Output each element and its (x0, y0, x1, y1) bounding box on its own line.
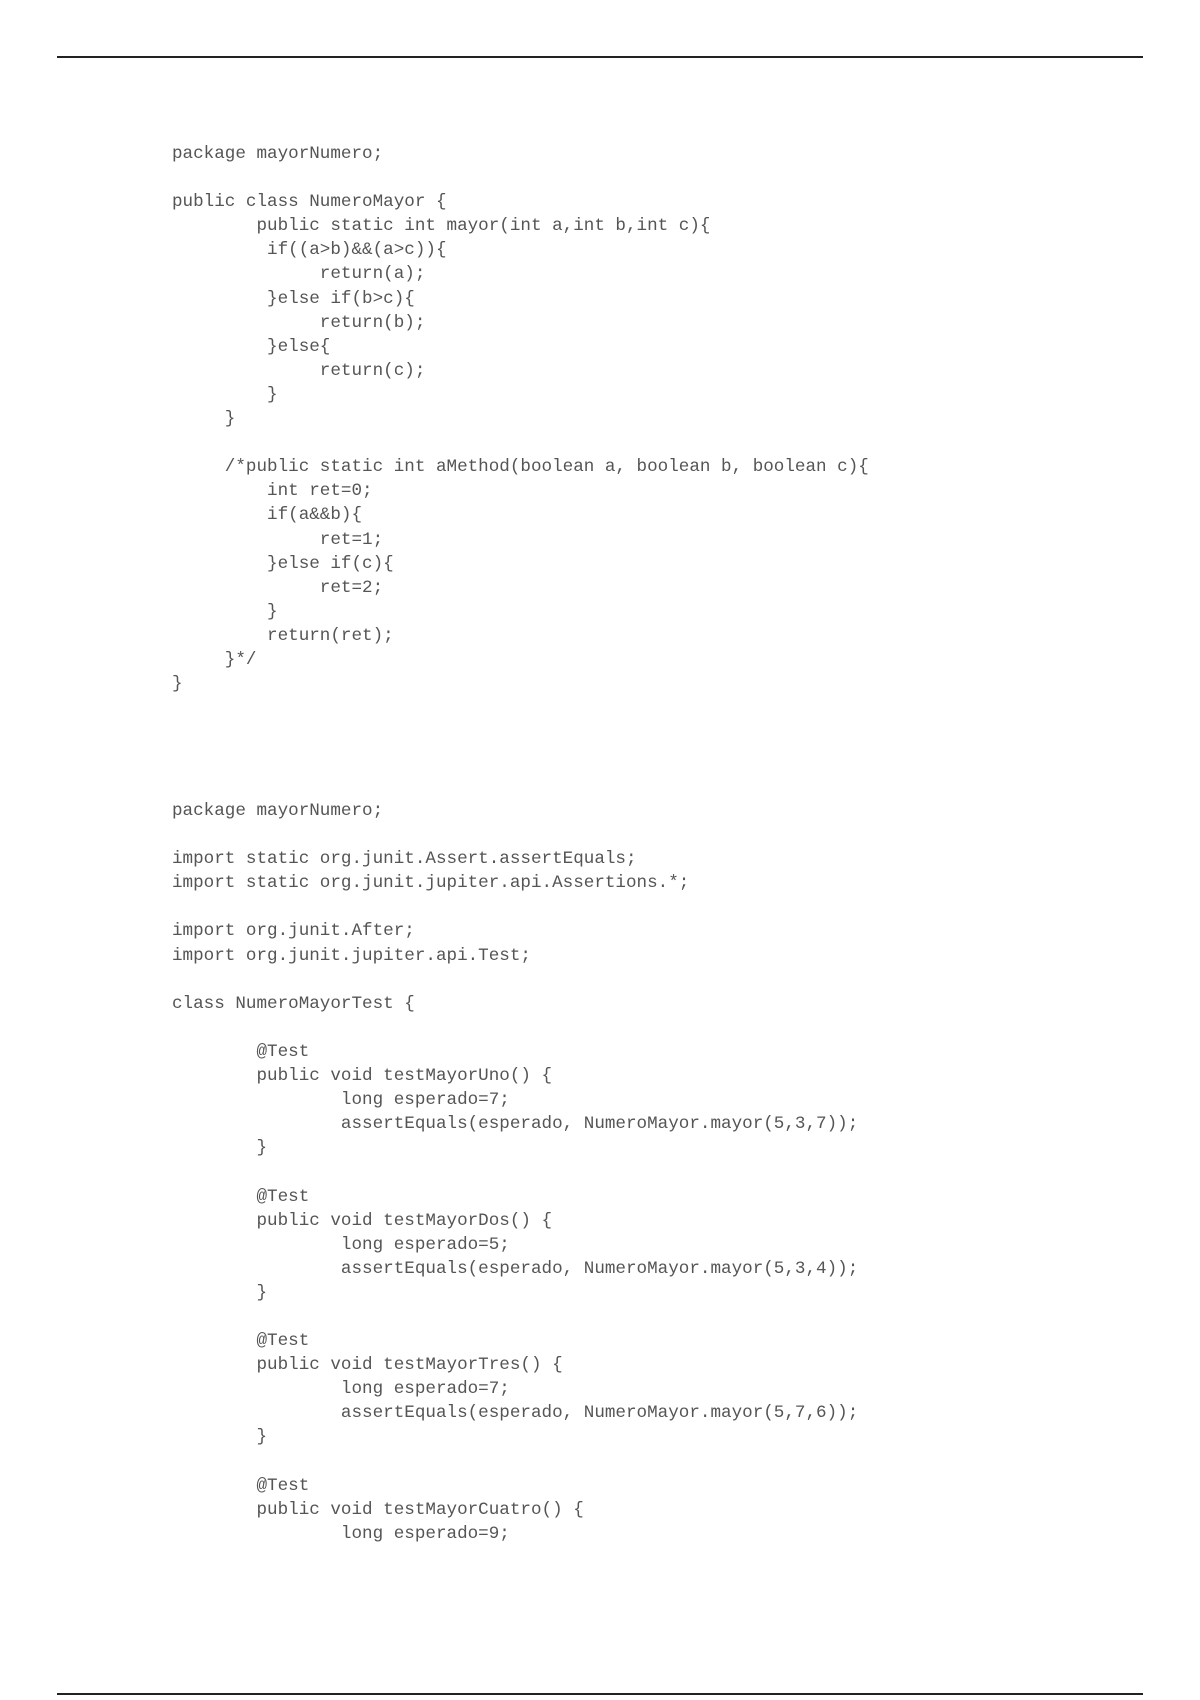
code-line: import static org.junit.Assert.assertEquals; (172, 849, 637, 870)
code-line (172, 431, 869, 455)
code-line: /*public static int aMethod(boolean a, boolean b, boolean c){ (172, 457, 869, 478)
code-line: public void testMayorDos() { (172, 1210, 553, 1231)
code-line (172, 1450, 858, 1474)
header-rule (57, 56, 1143, 58)
code-line: } (172, 601, 278, 622)
code-line: ret=2; (172, 577, 384, 598)
code-line: } (172, 1282, 268, 1303)
code-line (172, 823, 858, 847)
code-line (172, 1305, 858, 1329)
numero-mayor-test-source (172, 799, 858, 1546)
code-line: public void testMayorUno() { (172, 1066, 553, 1087)
code-line: long esperado=5; (172, 1234, 510, 1255)
code-line (172, 895, 858, 919)
code-line: import org.junit.After; (172, 921, 415, 942)
code-line: } (172, 674, 183, 695)
code-line: } (172, 1427, 268, 1448)
code-line: @Test (172, 1331, 310, 1352)
code-line: package mayorNumero; (172, 144, 384, 164)
code-line (172, 968, 858, 992)
code-line: long esperado=9; (172, 1523, 510, 1544)
code-line: @Test (172, 1186, 310, 1207)
code-line: long esperado=7; (172, 1090, 510, 1111)
code-line: }else if(c){ (172, 553, 394, 574)
code-line: int ret=0; (172, 481, 373, 502)
code-line: assertEquals(esperado, NumeroMayor.mayor(5,3,7)); (172, 1114, 859, 1135)
code-line: @Test (172, 1475, 310, 1496)
code-line: import org.junit.jupiter.api.Test; (172, 945, 531, 966)
code-line: } (172, 1138, 268, 1159)
code-line: import static org.junit.jupiter.api.Assertions.*; (172, 873, 690, 894)
code-line: }else if(b>c){ (172, 288, 415, 309)
code-line: @Test (172, 1041, 310, 1062)
code-line: return(b); (172, 312, 426, 333)
code-line: long esperado=7; (172, 1379, 510, 1400)
code-line (172, 166, 869, 190)
code-line: } (172, 409, 236, 430)
code-line: public static int mayor(int a,int b,int c){ (172, 216, 711, 237)
code-line: if((a>b)&&(a>c)){ (172, 240, 447, 261)
code-line: }*/ (172, 649, 257, 670)
code-line: }else{ (172, 336, 331, 357)
code-line: ret=1; (172, 529, 384, 550)
code-line: return(a); (172, 264, 426, 285)
code-line: } (172, 384, 278, 405)
code-line: return(ret); (172, 625, 394, 646)
code-line: assertEquals(esperado, NumeroMayor.mayor(5,7,6)); (172, 1403, 859, 1424)
code-line: if(a&&b){ (172, 505, 363, 526)
code-line: public void testMayorCuatro() { (172, 1499, 584, 1520)
numero-mayor-source (172, 142, 869, 696)
footer-rule (57, 1693, 1143, 1695)
code-line (172, 1160, 858, 1184)
code-line: return(c); (172, 360, 426, 381)
code-line: public void testMayorTres() { (172, 1355, 563, 1376)
code-line: class NumeroMayorTest { (172, 993, 415, 1014)
code-line: package mayorNumero; (172, 801, 384, 821)
code-line (172, 1016, 858, 1040)
code-line: public class NumeroMayor { (172, 192, 447, 213)
code-line: assertEquals(esperado, NumeroMayor.mayor(5,3,4)); (172, 1258, 859, 1279)
